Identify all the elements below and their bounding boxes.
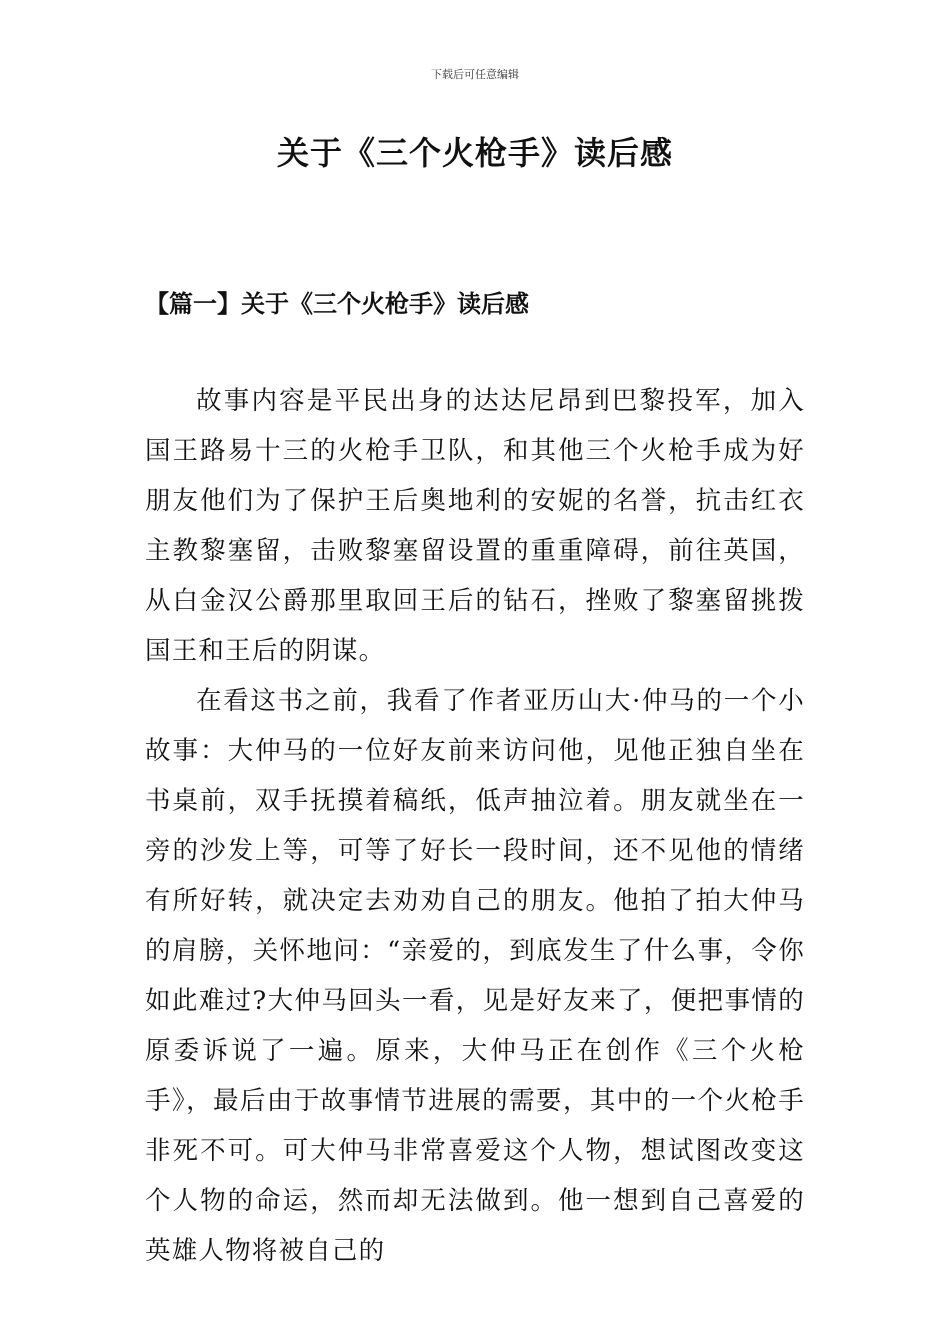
document-title: 关于《三个火枪手》读后感 (276, 134, 673, 172)
paragraph: 故事内容是平民出身的达达尼昂到巴黎投军，加入国王路易十三的火枪手卫队，和其他三个火枪手成为好朋友他们为了保护王后奥地利的安妮的名誉，抗击红衣主教黎塞留，击败黎塞留设置的重重障碍，前往英国，从白金汉公爵那里取回王后的钻石，挫败了黎塞留挑拨国王和王后的阴谋。 (145, 386, 805, 666)
section-heading: 【篇一】关于《三个火枪手》读后感 (145, 289, 529, 318)
header-note: 下载后可任意编辑 (431, 68, 519, 81)
document-body (145, 376, 805, 1276)
paragraph: 在看这书之前，我看了作者亚历山大·仲马的一个小故事：大仲马的一位好友前来访问他，见他正独自坐在书桌前，双手抚摸着稿纸，低声抽泣着。朋友就坐在一旁的沙发上等，可等了好长一段时间，还不见他的情绪有所好转，就决定去劝劝自己的朋友。他拍了拍大仲马的肩膀，关怀地问：“亲爱的，到底发生了什么事，令你如此难过?大仲马回头一看，见是好友来了，便把事情的原委诉说了一遍。原来，大仲马正在创作《三个火枪手》，最后由于故事情节进展的需要，其中的一个火枪手非死不可。可大仲马非常喜爱这个人物，想试图改变这个人物的命运，然而却无法做到。他一想到自己喜爱的英雄人物将被自己的 (145, 686, 805, 1266)
